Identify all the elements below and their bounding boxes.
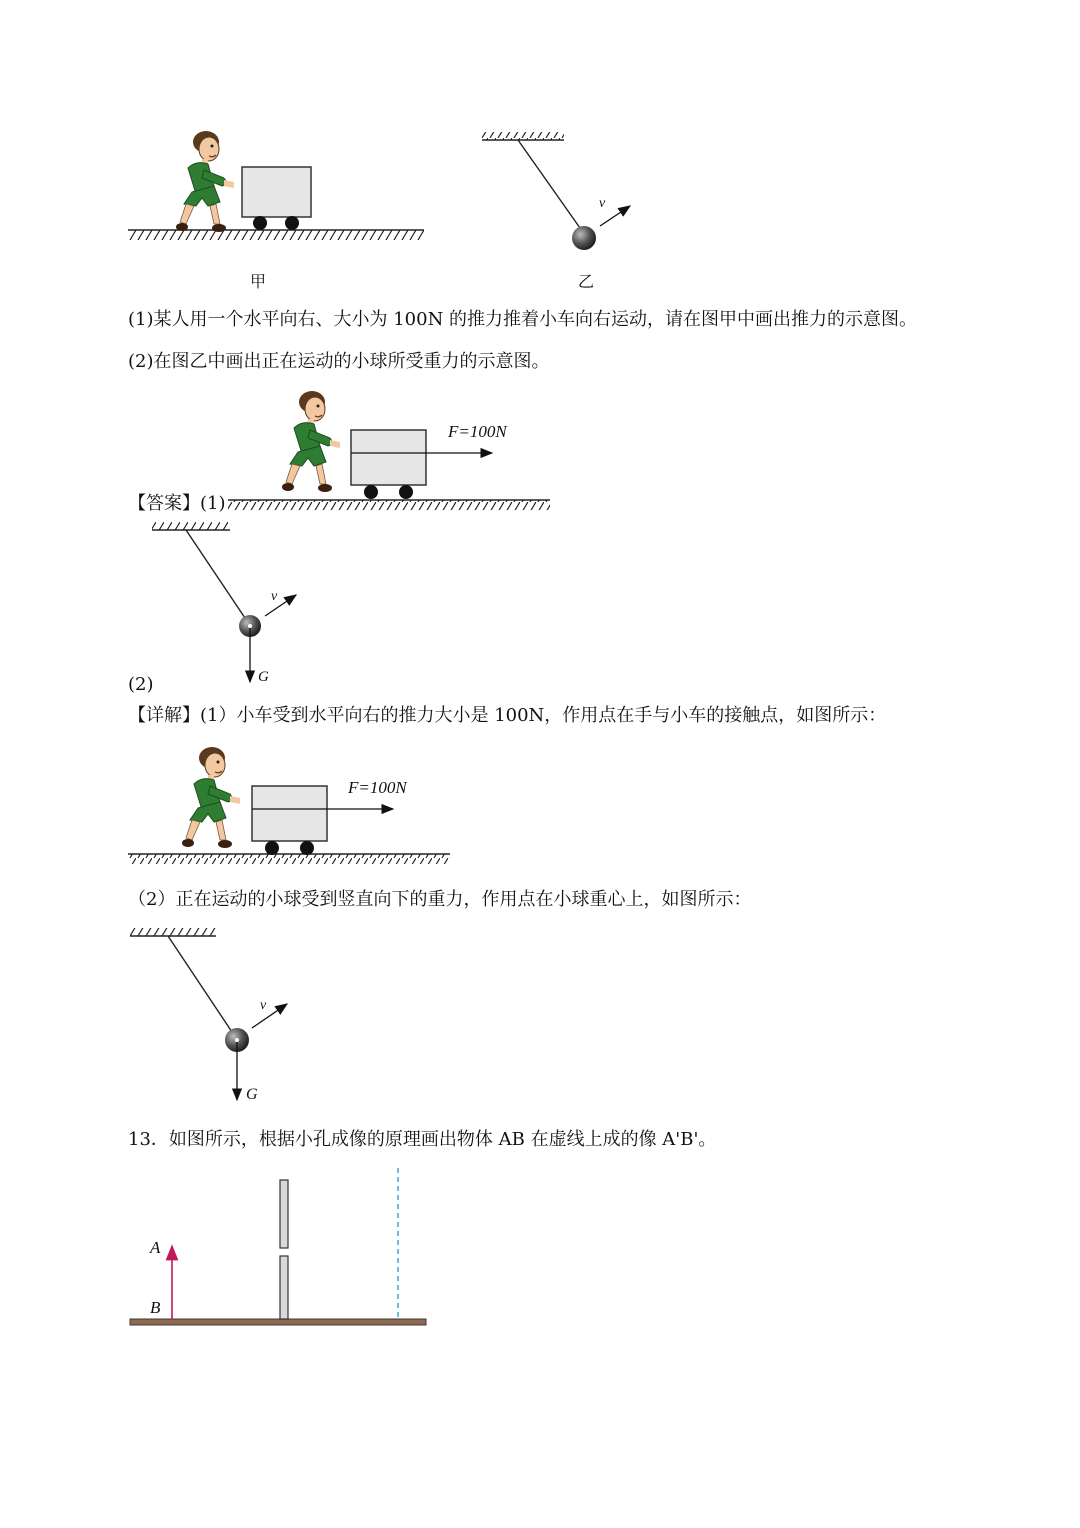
explanation1-figure-svg <box>128 748 458 873</box>
answer2-figure-svg <box>148 522 318 692</box>
explanation-part1: 【详解】(1）小车受到水平向右的推力大小是 100N，作用点在手与小车的接触点，如图所示： <box>128 705 887 726</box>
force-label-explanation: F=100N <box>348 778 407 797</box>
force-label-answer: F=100N <box>448 422 507 441</box>
velocity-label-answer: v <box>271 589 278 604</box>
answer-label: 【答案】(1) <box>128 493 226 514</box>
answer-part2-label: (2) <box>128 674 154 695</box>
question-part2: (2)在图乙中画出正在运动的小球所受重力的示意图。 <box>128 351 550 372</box>
figure-yi-svg <box>480 128 650 258</box>
gravity-label-answer: G <box>258 669 269 685</box>
velocity-label-yi: v <box>599 196 606 211</box>
question-part1: (1)某人用一个水平向右、大小为 100N 的推力推着小车向右运动，请在图甲中画出推力的示意图。 <box>128 309 918 330</box>
question-13: 13．如图所示，根据小孔成像的原理画出物体 AB 在虚线上成的像 A'B'。 <box>128 1129 717 1150</box>
figure-label-jia: 甲 <box>250 272 267 291</box>
pinhole-figure-svg <box>128 1164 438 1334</box>
explanation-part2: （2）正在运动的小球受到竖直向下的重力，作用点在小球重心上，如图所示： <box>128 889 752 910</box>
gravity-label-explanation: G <box>246 1086 258 1103</box>
velocity-label-explanation: v <box>260 998 267 1013</box>
answer1-figure-svg <box>224 392 554 512</box>
figure-jia <box>0 0 1 1</box>
point-b-label: B <box>150 1298 161 1317</box>
figure-jia-svg <box>128 130 428 240</box>
explanation2-figure-svg <box>128 926 298 1106</box>
figure-label-yi: 乙 <box>578 272 595 291</box>
point-a-label: A <box>150 1238 161 1257</box>
